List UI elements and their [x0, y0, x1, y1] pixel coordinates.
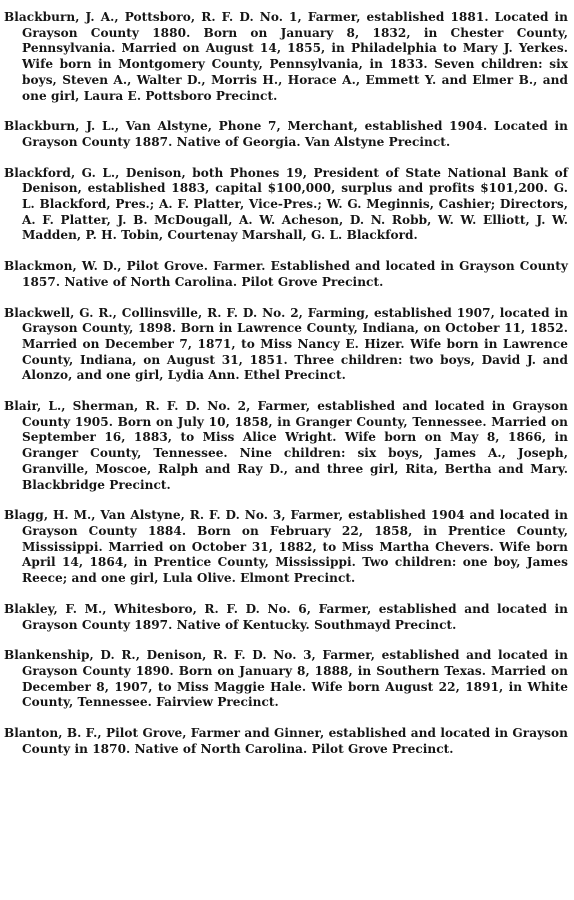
entry-text: Denison, R. F. D. No. 3, Farmer, established and located in Grayson County 1890. Born on January 8, 1888, in Southern Texas. Married on December 8, 1907, to Miss Maggie Hale. Wife born August 22, 1891, in White County, Tennessee. Fairview Precinct. — [22, 648, 568, 710]
entry-text: Whitesboro, R. F. D. No. 6, Farmer, established and located in Grayson County 1897. Native of Kentucky. Southmayd Precinct. — [22, 601, 568, 632]
entry-text: Pilot Grove. Farmer. Established and located in Grayson County 1857. Native of North Carolina. Pilot Grove Precinct. — [22, 259, 568, 289]
entry-text: Van Alstyne, Phone 7, Merchant, established 1904. Located in Grayson County 1887. Native of Georgia. Van Alstyne Precinct. — [22, 119, 568, 149]
directory-entry-blackford-gl — [4, 166, 568, 245]
entry-name: Blackburn, J. L., — [4, 119, 120, 134]
entry-text: Sherman, R. F. D. No. 2, Farmer, established and located in Grayson County 1905. Born on July 10, 1858, in Granger County, Tennessee. Married on September 16, 1883, to Miss Alice Wright. Wife born on May 8, 1866, in Granger County, Tennessee. Nine children: six boys, James A., Joseph, Granville, Moscoe, Ralph and Ray D., and three girl, Rita, Bertha and Mary. Blackbridge Precinct. — [22, 399, 568, 492]
directory-entry-blanton-bf — [4, 726, 568, 757]
entry-text: Pottsboro, R. F. D. No. 1, Farmer, established 1881. Located in Grayson County 1880. Born on January 8, 1832, in Chester County, Pennsylvania. Married on August 14, 1855, in Philadelphia to Mary J. Yerkes. Wife born in Montgomery County, Pennsylvania, in 1833. Seven children: six boys, Steven A., Walter D., Morris H., Horace A., Emmett Y. and Elmer B., and one girl, Laura E. Pottsboro Precinct. — [22, 10, 568, 103]
entry-name: Blair, L., — [4, 399, 66, 414]
entry-name: Blackford, G. L., — [4, 165, 120, 180]
directory-entry-blair-l — [4, 399, 568, 493]
entry-name: Blanton, B. F., — [4, 726, 102, 741]
directory-entry-blagg-hm — [4, 508, 568, 587]
directory-entry-blankenship-dr — [4, 648, 568, 711]
directory-entry-blackburn-ja — [4, 10, 568, 104]
directory-entry-blakley-fm — [4, 602, 568, 633]
entry-name: Blakley, F. M., — [4, 601, 107, 616]
entry-name: Blackburn, J. A., — [4, 10, 119, 24]
directory-entry-blackwell-gr — [4, 306, 568, 385]
entry-name: Blackmon, W. D., — [4, 259, 122, 274]
entry-text: Denison, both Phones 19, President of State National Bank of Denison, established 1883, capital $100,000, surplus and profits $101,200. G. L. Blackford, Pres.; A. F. Platter, Vice-Pres.; W. G. Meginnis, Cashier; Directors, A. F. Platter, J. B. McDougall, A. W. Acheson, D. N. Robb, W. W. Elliott, J. W. Madden, P. H. Tobin, Courtenay Marshall, G. L. Blackford. — [22, 165, 568, 243]
entry-name: Blagg, H. M., — [4, 508, 96, 523]
directory-entry-blackburn-jl — [4, 119, 568, 150]
entry-name: Blankenship, D. R., — [4, 648, 140, 663]
entry-text: Pilot Grove, Farmer and Ginner, established and located in Grayson County in 1870. Native of North Carolina. Pilot Grove Precinct. — [22, 726, 568, 756]
entry-text: Collinsville, R. F. D. No. 2, Farming, established 1907, located in Grayson County, 1898. Born in Lawrence County, Indiana, on October 11, 1852. Married on December 7, 1871, to Miss Nancy E. Hizer. Wife born in Lawrence County, Indiana, on August 31, 1851. Three children: two boys, David J. and Alonzo, and one girl, Lydia Ann. Ethel Precinct. — [22, 305, 569, 383]
entry-name: Blackwell, G. R., — [4, 305, 117, 320]
entry-text: Van Alstyne, R. F. D. No. 3, Farmer, established 1904 and located in Grayson County 1884. Born on February 22, 1858, in Prentice County, Mississippi. Married on October 31, 1882, to Miss Martha Chevers. Wife born April 14, 1864, in Prentice County, Mississippi. Two children: one boy, James Reece; and one girl, Lula Olive. Elmont Precinct. — [22, 508, 568, 586]
directory-entry-blackmon-wd — [4, 259, 568, 290]
